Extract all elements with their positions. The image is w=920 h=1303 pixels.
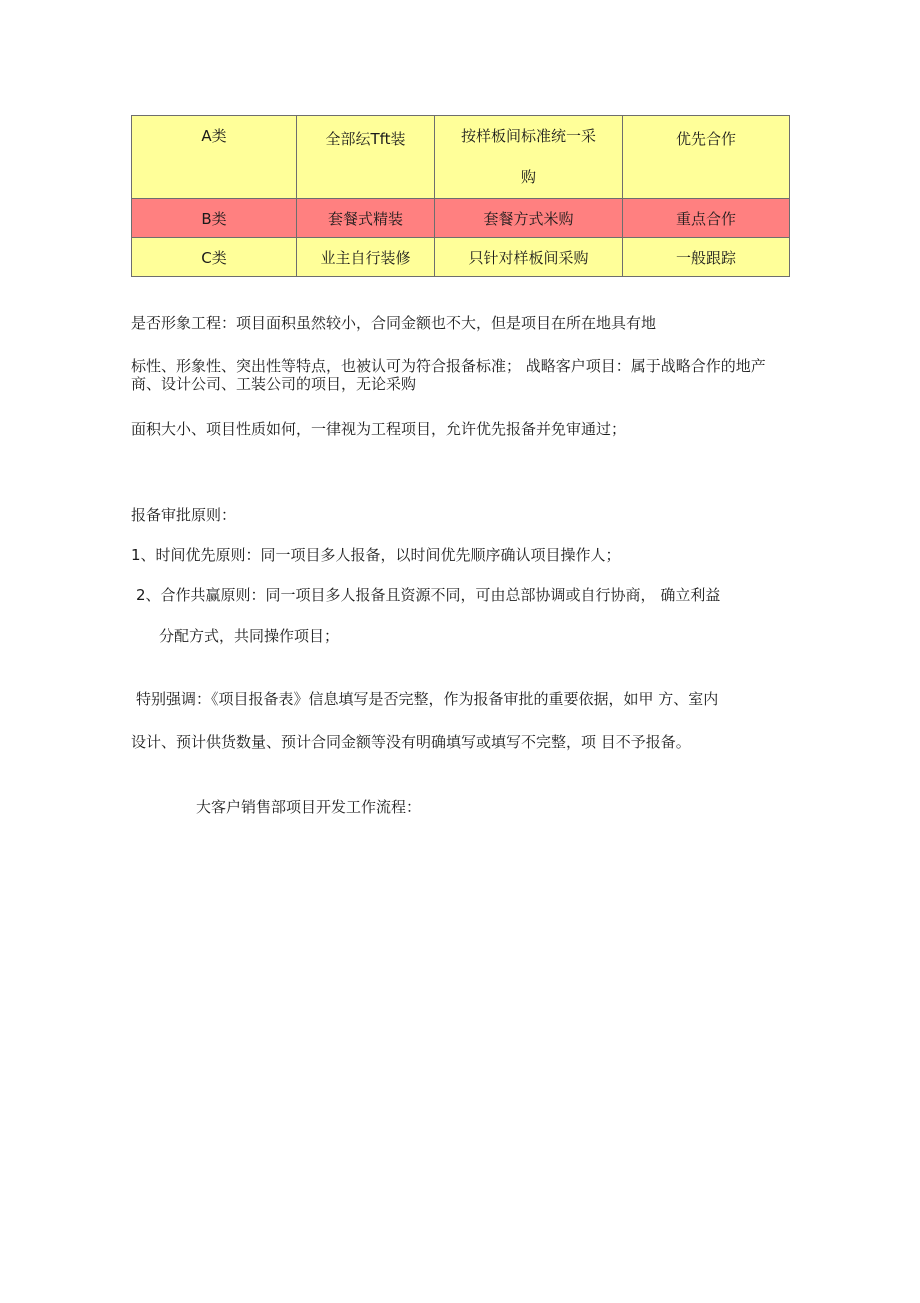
category-cell bbox=[132, 238, 297, 277]
cooperation-cell bbox=[623, 199, 790, 238]
emphasis-paragraph: 特别强调：《项目报备表》信息填写是否完整，作为报备审批的重要依据，如甲 方、室内 bbox=[136, 690, 719, 708]
decoration-cell bbox=[297, 199, 435, 238]
cooperation-cell bbox=[623, 238, 790, 277]
procurement-label: 按样板间标准统一采购 bbox=[460, 127, 596, 186]
category-cell bbox=[132, 116, 297, 199]
cooperation-label: 重点合作 bbox=[675, 209, 736, 228]
decoration-cell bbox=[297, 238, 435, 277]
procurement-cell bbox=[435, 116, 623, 199]
table-row bbox=[132, 116, 790, 199]
procurement-label: 套餐方式米购 bbox=[483, 209, 574, 228]
cooperation-label: 优先合作 bbox=[675, 130, 736, 148]
image-project-paragraph-continued: 标性、形象性、突出性等特点，也被认可为符合报备标准； 战略客户项目：属于战略合作的地产商、设计公司、工装公司的项目，无论采购 bbox=[131, 357, 766, 393]
cooperation-cell bbox=[623, 116, 790, 199]
workflow-heading: 大客户销售部项目开发工作流程： bbox=[196, 798, 422, 816]
decoration-label: 全部纭Tft装 bbox=[325, 130, 406, 148]
approval-principles-heading: 报备审批原则： bbox=[131, 506, 237, 524]
cooperation-label: 一般跟踪 bbox=[675, 248, 736, 267]
emphasis-paragraph-continued: 设计、预计供货数量、预计合同金额等没有明确填写或填写不完整，项 目不予报备。 bbox=[131, 733, 691, 751]
principle-win-win: 2、合作共赢原则：同一项目多人报备且资源不同，可由总部协调或自行协商， 确立利益 bbox=[136, 586, 721, 604]
principle-time-priority: 1、时间优先原则：同一项目多人报备，以时间优先顺序确认项目操作人； bbox=[131, 546, 621, 564]
image-project-paragraph: 是否形象工程：项目面积虽然较小，合同金额也不大，但是项目在所在地具有地 bbox=[131, 314, 657, 332]
image-project-paragraph-end: 面积大小、项目性质如何，一律视为工程项目，允许优先报备并免审通过； bbox=[131, 420, 627, 438]
category-label: C类 bbox=[201, 248, 227, 267]
table-row bbox=[132, 238, 790, 277]
procurement-cell bbox=[435, 238, 623, 277]
table-row bbox=[132, 199, 790, 238]
category-cell bbox=[132, 199, 297, 238]
category-label: A类 bbox=[201, 127, 227, 145]
principle-win-win-continued: 分配方式，共同操作项目； bbox=[159, 627, 340, 645]
procurement-label: 只针对样板间采购 bbox=[468, 248, 589, 267]
decoration-cell bbox=[297, 116, 435, 199]
category-label: B类 bbox=[201, 209, 227, 228]
decoration-label: 业主自行装修 bbox=[320, 248, 411, 267]
procurement-cell bbox=[435, 199, 623, 238]
decoration-label: 套餐式精装 bbox=[327, 209, 403, 228]
classification-table bbox=[131, 115, 790, 277]
